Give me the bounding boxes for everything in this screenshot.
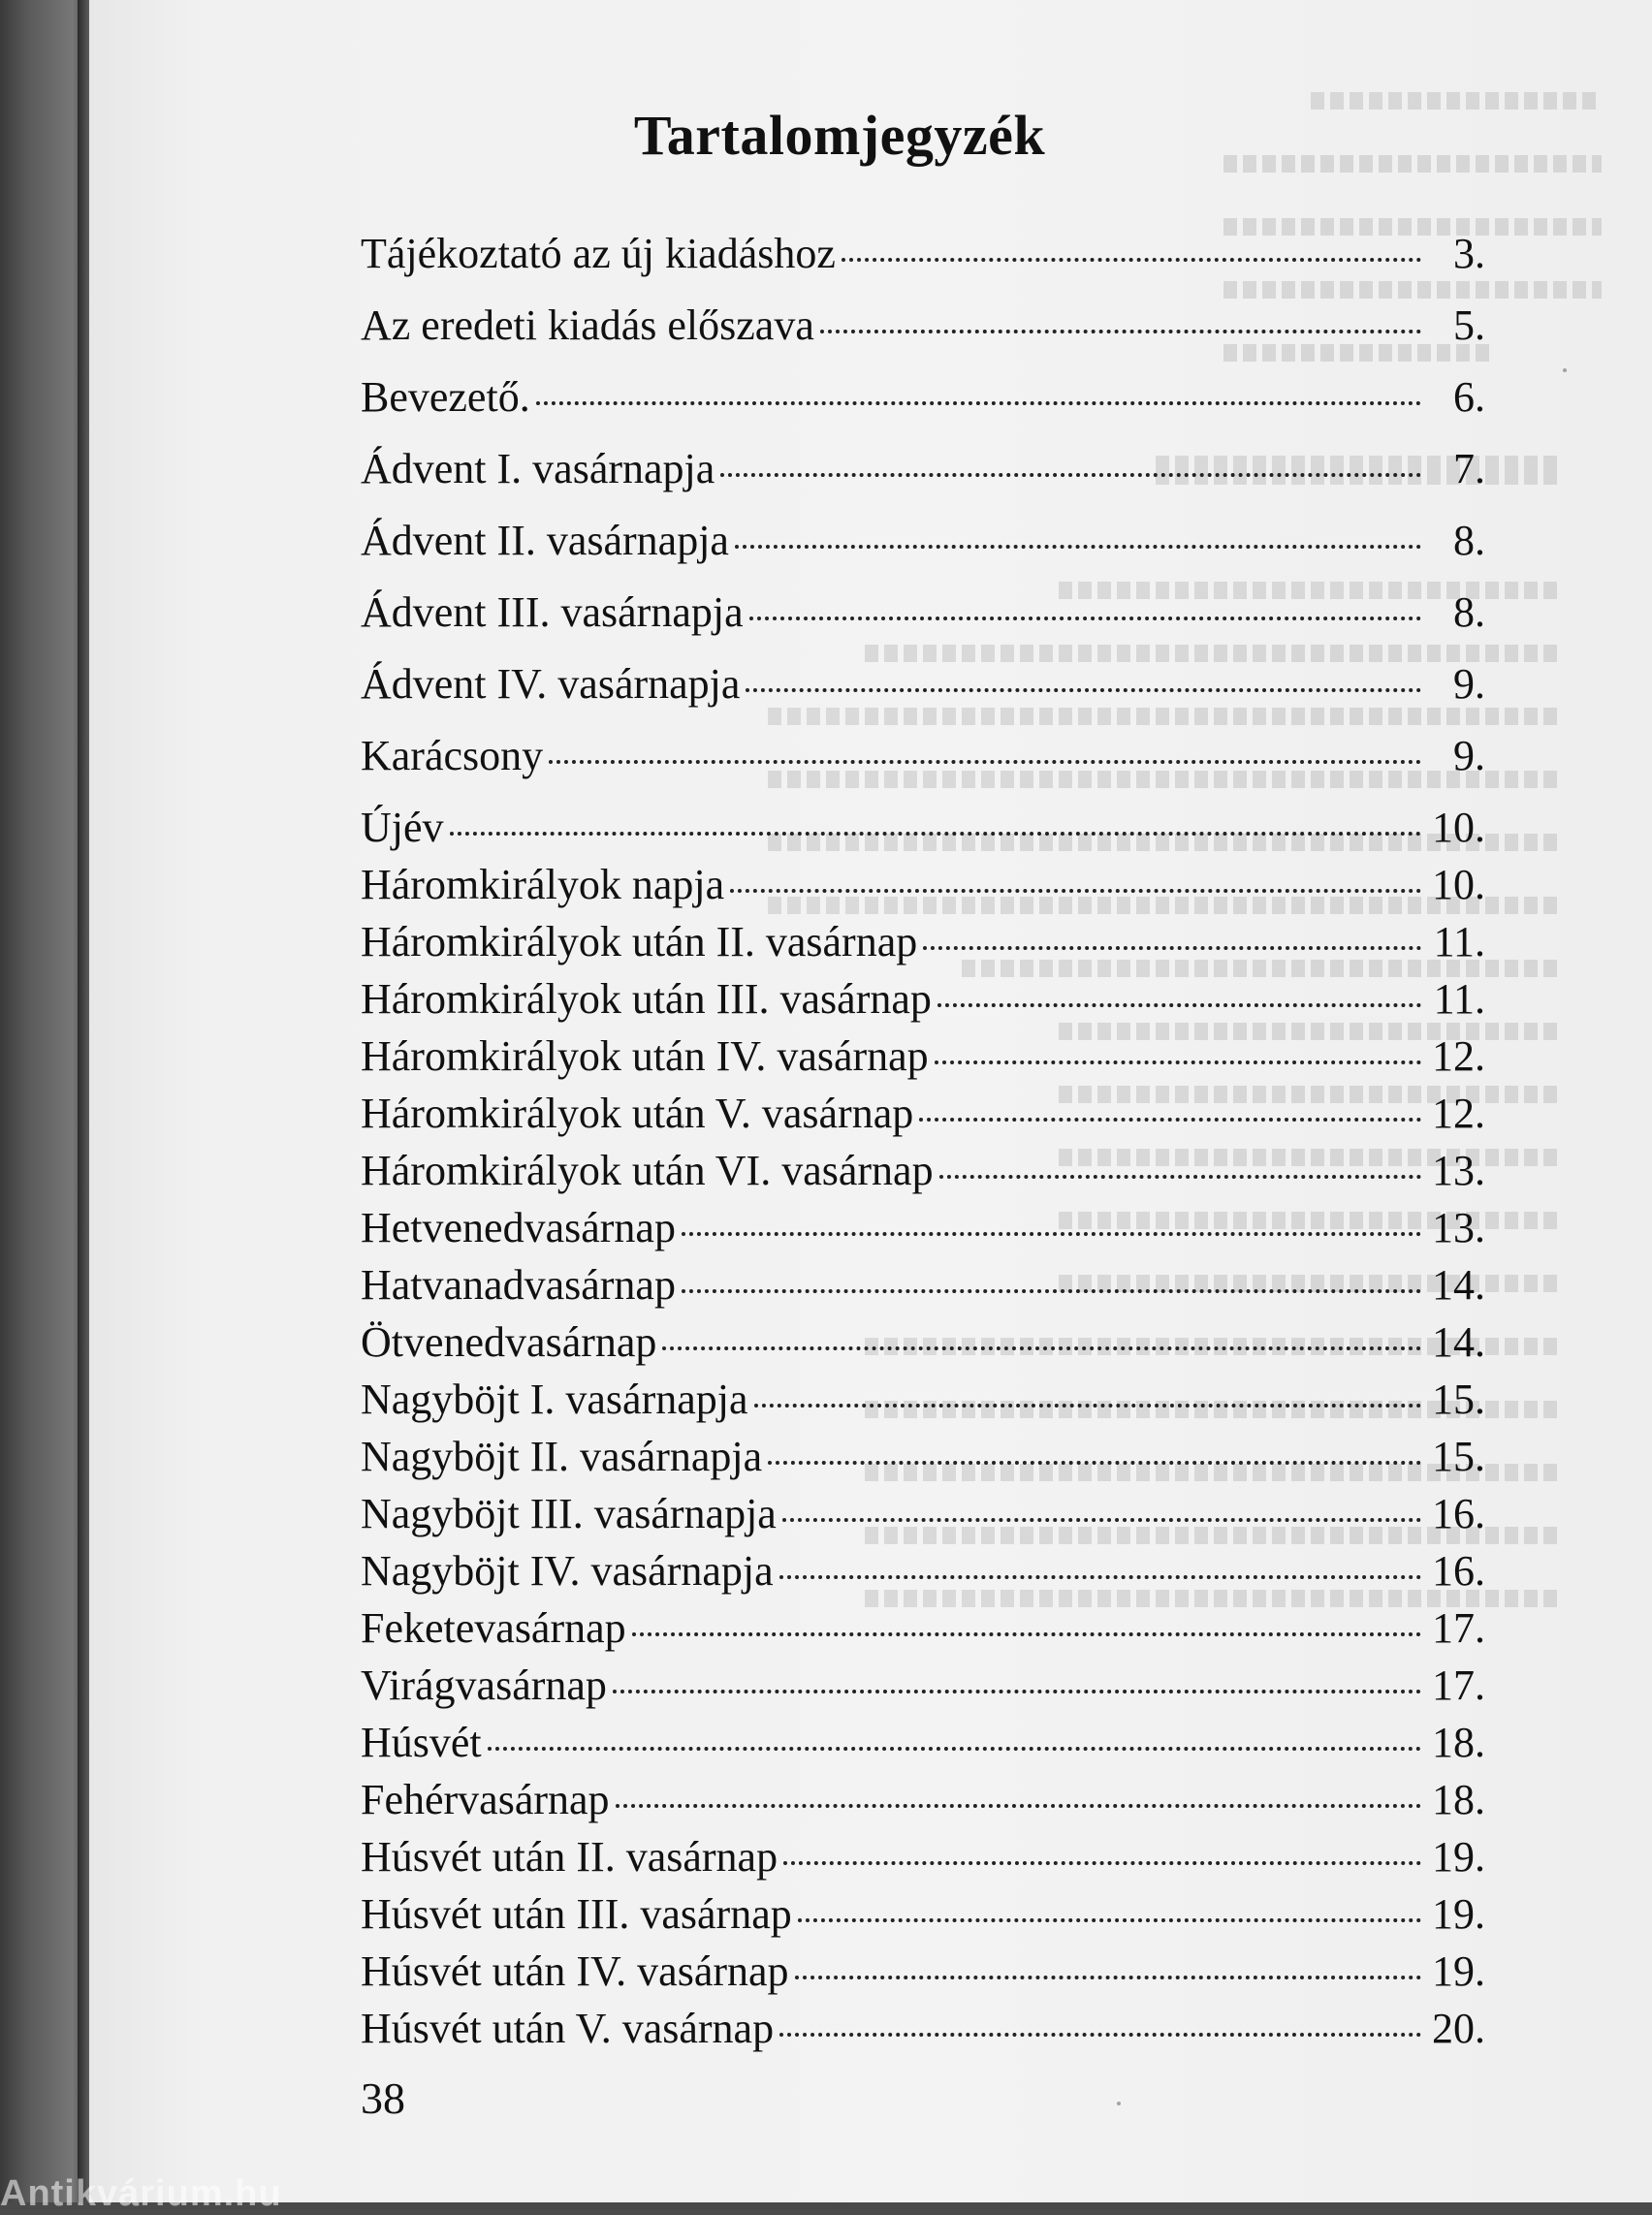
dot-leader	[754, 1404, 1421, 1408]
toc-entry-title: Húsvét után II. vasárnap	[361, 1833, 778, 1881]
toc-entry	[361, 917, 1485, 974]
toc-entry-title: Húsvét után V. vasárnap	[361, 2005, 775, 2052]
dot-leader	[730, 889, 1421, 893]
toc-entry-title: Húsvét után IV. vasárnap	[361, 1947, 789, 1995]
toc-entry-page: 18.	[1432, 1776, 1485, 1823]
toc-entry	[361, 731, 1485, 803]
toc-entry-title: Ádvent III. vasárnapja	[361, 588, 744, 636]
table-of-contents	[361, 229, 1485, 2061]
toc-entry-page: 12.	[1432, 1090, 1485, 1137]
dot-leader	[923, 946, 1421, 950]
toc-entry-page: 15.	[1432, 1376, 1485, 1423]
toc-entry-title: Fehérvasárnap	[361, 1776, 610, 1823]
toc-entry	[361, 1775, 1485, 1832]
dot-leader	[536, 401, 1421, 405]
toc-entry	[361, 1661, 1485, 1718]
dot-leader	[779, 2033, 1421, 2037]
toc-entry-title: Nagyböjt II. vasárnapja	[361, 1433, 763, 1480]
toc-entry-page: 5.	[1453, 301, 1485, 349]
toc-entry-page: 19.	[1432, 1890, 1485, 1938]
toc-entry	[361, 1031, 1485, 1089]
toc-entry	[361, 1146, 1485, 1203]
toc-entry	[361, 1889, 1485, 1946]
page-number: 38	[361, 2073, 405, 2123]
toc-entry-title: Háromkirályok után VI. vasárnap	[361, 1147, 934, 1194]
dot-leader	[662, 1346, 1421, 1350]
toc-entry-title: Háromkirályok után III. vasárnap	[361, 975, 932, 1023]
toc-entry-title: Ötvenedvasárnap	[361, 1318, 657, 1366]
dot-leader	[720, 473, 1421, 477]
toc-entry-title: Nagyböjt I. vasárnapja	[361, 1376, 748, 1423]
toc-entry-page: 8.	[1453, 588, 1485, 636]
toc-entry	[361, 1203, 1485, 1260]
toc-entry	[361, 1317, 1485, 1375]
toc-entry-title: Hetvenedvasárnap	[361, 1204, 676, 1251]
toc-entry-title: Ádvent I. vasárnapja	[361, 445, 715, 492]
dot-leader	[735, 545, 1421, 549]
toc-entry-page: 11.	[1433, 975, 1485, 1023]
toc-entry-page: 13.	[1432, 1147, 1485, 1194]
page-title: Tartalomjegyzék	[633, 104, 1046, 167]
toc-entry-title: Az eredeti kiadás előszava	[361, 301, 814, 349]
toc-entry-title: Újév	[361, 804, 444, 851]
dot-leader	[842, 258, 1421, 262]
toc-entry	[361, 1089, 1485, 1146]
toc-entry	[361, 444, 1485, 516]
dot-leader	[779, 1575, 1421, 1579]
toc-entry-page: 17.	[1432, 1661, 1485, 1709]
dot-leader	[549, 760, 1421, 764]
toc-entry-page: 12.	[1432, 1032, 1485, 1080]
toc-entry	[361, 1432, 1485, 1489]
toc-entry-page: 16.	[1432, 1547, 1485, 1595]
toc-entry-title: Húsvét	[361, 1719, 482, 1766]
dot-leader	[935, 1060, 1421, 1064]
toc-entry-page: 6.	[1453, 373, 1485, 421]
toc-entry-title: Nagyböjt III. vasárnapja	[361, 1490, 777, 1537]
dot-leader	[782, 1518, 1421, 1522]
toc-entry	[361, 229, 1485, 301]
toc-entry-title: Feketevasárnap	[361, 1604, 626, 1652]
toc-entry-title: Háromkirályok napja	[361, 861, 725, 908]
dot-leader	[450, 832, 1421, 836]
toc-entry-page: 10.	[1432, 804, 1485, 851]
toc-entry-page: 15.	[1432, 1433, 1485, 1480]
toc-entry	[361, 974, 1485, 1031]
dot-leader	[749, 617, 1421, 620]
toc-entry	[361, 372, 1485, 444]
toc-entry	[361, 860, 1485, 917]
toc-entry	[361, 1260, 1485, 1317]
toc-entry-page: 3.	[1453, 230, 1485, 277]
watermark: Antikvárium.hu	[0, 2173, 282, 2214]
dot-leader	[798, 1918, 1421, 1922]
toc-entry-title: Háromkirályok után II. vasárnap	[361, 918, 918, 965]
toc-entry-page: 18.	[1432, 1719, 1485, 1766]
toc-entry	[361, 2004, 1485, 2061]
toc-entry-title: Húsvét után III. vasárnap	[361, 1890, 792, 1938]
dot-leader	[783, 1861, 1421, 1865]
dot-leader	[795, 1976, 1421, 1979]
toc-entry	[361, 1489, 1485, 1546]
toc-entry	[361, 1946, 1485, 2004]
toc-entry-page: 14.	[1432, 1261, 1485, 1309]
dot-leader	[488, 1747, 1421, 1751]
toc-entry-title: Háromkirályok után IV. vasárnap	[361, 1032, 929, 1080]
dot-leader	[820, 330, 1421, 333]
toc-entry	[361, 803, 1485, 860]
dot-leader	[768, 1461, 1421, 1465]
toc-entry-page: 13.	[1432, 1204, 1485, 1251]
toc-entry	[361, 516, 1485, 587]
paper-speck	[1117, 2102, 1121, 2105]
toc-entry	[361, 301, 1485, 372]
toc-entry-page: 9.	[1453, 732, 1485, 779]
toc-entry-title: Virágvasárnap	[361, 1661, 607, 1709]
toc-entry-page: 11.	[1433, 918, 1485, 965]
dot-leader	[682, 1232, 1421, 1236]
dot-leader	[939, 1175, 1421, 1179]
dot-leader	[919, 1118, 1421, 1122]
paper-speck	[1563, 368, 1567, 372]
toc-entry-title: Nagyböjt IV. vasárnapja	[361, 1547, 774, 1595]
toc-entry	[361, 659, 1485, 731]
toc-entry-title: Hatvanadvasárnap	[361, 1261, 676, 1309]
toc-entry-page: 10.	[1432, 861, 1485, 908]
toc-entry-page: 14.	[1432, 1318, 1485, 1366]
toc-entry-title: Karácsony	[361, 732, 544, 779]
toc-entry-page: 9.	[1453, 660, 1485, 708]
dot-leader	[682, 1289, 1421, 1293]
dot-leader	[616, 1804, 1421, 1808]
book-binding	[0, 0, 89, 2202]
dot-leader	[937, 1003, 1421, 1007]
toc-entry-page: 20.	[1432, 2005, 1485, 2052]
toc-entry-title: Tájékoztató az új kiadáshoz	[361, 230, 836, 277]
toc-entry-title: Ádvent II. vasárnapja	[361, 517, 729, 564]
toc-entry-title: Bevezető.	[361, 373, 530, 421]
toc-entry	[361, 1546, 1485, 1603]
toc-entry	[361, 587, 1485, 659]
toc-entry	[361, 1832, 1485, 1889]
dot-leader	[613, 1690, 1421, 1693]
toc-entry-page: 7.	[1453, 445, 1485, 492]
toc-entry-page: 19.	[1432, 1833, 1485, 1881]
dot-leader	[632, 1632, 1421, 1636]
toc-entry-page: 16.	[1432, 1490, 1485, 1537]
toc-entry-title: Ádvent IV. vasárnapja	[361, 660, 741, 708]
toc-entry-page: 19.	[1432, 1947, 1485, 1995]
toc-entry	[361, 1603, 1485, 1661]
toc-entry	[361, 1375, 1485, 1432]
dot-leader	[746, 688, 1421, 692]
toc-entry-page: 8.	[1453, 517, 1485, 564]
toc-entry	[361, 1718, 1485, 1775]
binding-edge	[78, 0, 89, 2202]
toc-entry-title: Háromkirályok után V. vasárnap	[361, 1090, 914, 1137]
toc-entry-page: 17.	[1432, 1604, 1485, 1652]
